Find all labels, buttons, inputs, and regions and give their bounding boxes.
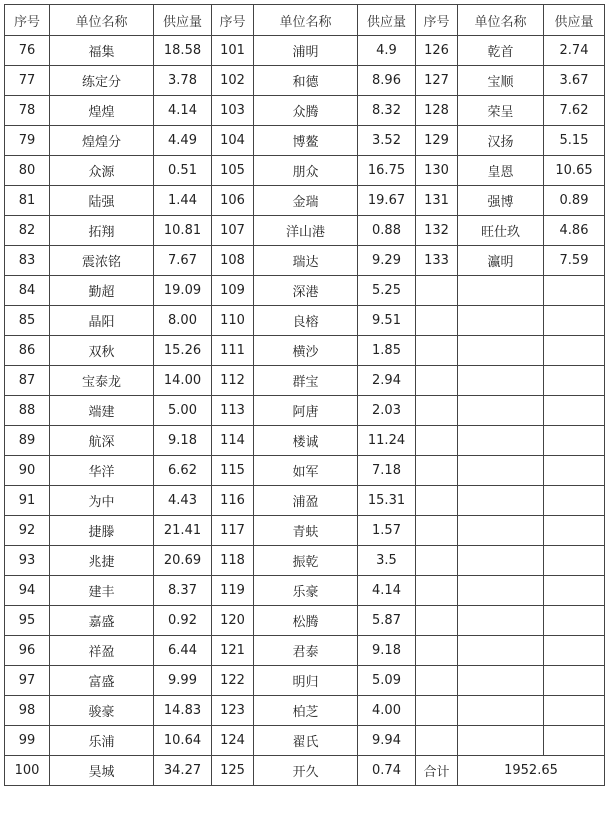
empty-cell [458,396,544,426]
header-supply: 供应量 [154,5,212,36]
empty-cell [458,486,544,516]
unit-name-cell: 翟氏 [254,726,358,756]
header-seq: 序号 [212,5,254,36]
seq-cell: 124 [212,726,254,756]
table-row [5,426,605,456]
unit-name-cell: 双秋 [50,336,154,366]
table-row [5,606,605,636]
empty-cell [544,336,605,366]
unit-name-cell: 松腾 [254,606,358,636]
table-row [5,306,605,336]
supply-cell: 3.5 [358,546,416,576]
empty-cell [458,306,544,336]
supply-cell: 7.18 [358,456,416,486]
unit-name-cell: 捷滕 [50,516,154,546]
seq-cell: 125 [212,756,254,786]
empty-cell [544,366,605,396]
supply-cell: 15.26 [154,336,212,366]
unit-name-cell: 明归 [254,666,358,696]
unit-name-cell: 昊城 [50,756,154,786]
empty-cell [544,726,605,756]
unit-name-cell: 震浓铭 [50,246,154,276]
seq-cell: 81 [5,186,50,216]
supply-cell: 0.74 [358,756,416,786]
header-unit-name: 单位名称 [458,5,544,36]
empty-cell [544,396,605,426]
supply-cell: 0.92 [154,606,212,636]
supply-cell: 9.29 [358,246,416,276]
unit-name-cell: 荣呈 [458,96,544,126]
unit-name-cell: 陆强 [50,186,154,216]
empty-cell [416,486,458,516]
seq-cell: 121 [212,636,254,666]
unit-name-cell: 煌煌 [50,96,154,126]
supply-cell: 9.18 [358,636,416,666]
empty-cell [416,366,458,396]
empty-cell [544,276,605,306]
supply-cell: 8.37 [154,576,212,606]
unit-name-cell: 旺仕玖 [458,216,544,246]
unit-name-cell: 航深 [50,426,154,456]
empty-cell [544,486,605,516]
seq-cell: 126 [416,36,458,66]
supply-cell: 4.14 [358,576,416,606]
empty-cell [544,666,605,696]
empty-cell [416,666,458,696]
unit-name-cell: 乐浦 [50,726,154,756]
table-row [5,126,605,156]
supply-cell: 1.57 [358,516,416,546]
supply-cell: 10.81 [154,216,212,246]
seq-cell: 112 [212,366,254,396]
seq-cell: 77 [5,66,50,96]
supply-cell: 19.09 [154,276,212,306]
unit-name-cell: 福集 [50,36,154,66]
unit-name-cell: 浦盈 [254,486,358,516]
unit-name-cell: 振乾 [254,546,358,576]
seq-cell: 79 [5,126,50,156]
seq-cell: 132 [416,216,458,246]
supply-cell: 5.25 [358,276,416,306]
empty-cell [458,516,544,546]
empty-cell [544,576,605,606]
empty-cell [416,426,458,456]
unit-name-cell: 煌煌分 [50,126,154,156]
supply-cell: 7.67 [154,246,212,276]
supply-cell: 18.58 [154,36,212,66]
seq-cell: 109 [212,276,254,306]
table-row [5,246,605,276]
seq-cell: 129 [416,126,458,156]
unit-name-cell: 宝顺 [458,66,544,96]
unit-name-cell: 汉扬 [458,126,544,156]
supply-cell: 21.41 [154,516,212,546]
empty-cell [544,546,605,576]
supply-cell: 4.9 [358,36,416,66]
seq-cell: 98 [5,696,50,726]
seq-cell: 128 [416,96,458,126]
empty-cell [458,636,544,666]
seq-cell: 99 [5,726,50,756]
table-row [5,36,605,66]
unit-name-cell: 骏豪 [50,696,154,726]
table-row [5,756,605,786]
seq-cell: 131 [416,186,458,216]
empty-cell [544,636,605,666]
unit-name-cell: 良榕 [254,306,358,336]
unit-name-cell: 宝泰龙 [50,366,154,396]
seq-cell: 118 [212,546,254,576]
supply-cell: 11.24 [358,426,416,456]
seq-cell: 123 [212,696,254,726]
seq-cell: 114 [212,426,254,456]
table-row [5,726,605,756]
seq-cell: 108 [212,246,254,276]
supply-cell: 9.51 [358,306,416,336]
table-row [5,336,605,366]
table-row [5,546,605,576]
seq-cell: 91 [5,486,50,516]
supply-cell: 4.86 [544,216,605,246]
empty-cell [544,426,605,456]
supply-cell: 34.27 [154,756,212,786]
empty-cell [458,276,544,306]
seq-cell: 113 [212,396,254,426]
empty-cell [416,636,458,666]
supply-cell: 4.14 [154,96,212,126]
empty-cell [544,456,605,486]
supply-cell: 2.03 [358,396,416,426]
unit-name-cell: 富盛 [50,666,154,696]
supply-table [4,4,605,786]
seq-cell: 80 [5,156,50,186]
empty-cell [416,396,458,426]
supply-cell: 15.31 [358,486,416,516]
supply-cell: 6.62 [154,456,212,486]
seq-cell: 127 [416,66,458,96]
seq-cell: 130 [416,156,458,186]
seq-cell: 83 [5,246,50,276]
seq-cell: 96 [5,636,50,666]
seq-cell: 117 [212,516,254,546]
unit-name-cell: 祥盈 [50,636,154,666]
supply-cell: 19.67 [358,186,416,216]
table-row [5,396,605,426]
seq-cell: 133 [416,246,458,276]
supply-cell: 16.75 [358,156,416,186]
unit-name-cell: 乾首 [458,36,544,66]
seq-cell: 89 [5,426,50,456]
seq-cell: 101 [212,36,254,66]
seq-cell: 85 [5,306,50,336]
seq-cell: 103 [212,96,254,126]
unit-name-cell: 勤超 [50,276,154,306]
unit-name-cell: 众腾 [254,96,358,126]
seq-cell: 90 [5,456,50,486]
empty-cell [458,606,544,636]
supply-cell: 8.96 [358,66,416,96]
unit-name-cell: 为中 [50,486,154,516]
supply-cell: 10.64 [154,726,212,756]
supply-cell: 14.83 [154,696,212,726]
seq-cell: 76 [5,36,50,66]
supply-cell: 10.65 [544,156,605,186]
header-seq: 序号 [416,5,458,36]
seq-cell: 115 [212,456,254,486]
unit-name-cell: 金瑞 [254,186,358,216]
unit-name-cell: 深港 [254,276,358,306]
empty-cell [458,666,544,696]
seq-cell: 94 [5,576,50,606]
unit-name-cell: 建丰 [50,576,154,606]
unit-name-cell: 瀛明 [458,246,544,276]
table-row [5,486,605,516]
table-row [5,66,605,96]
total-label: 合计 [416,756,458,786]
unit-name-cell: 青蚨 [254,516,358,546]
supply-cell: 8.00 [154,306,212,336]
empty-cell [458,456,544,486]
empty-cell [416,456,458,486]
supply-cell: 2.94 [358,366,416,396]
unit-name-cell: 皇恩 [458,156,544,186]
header-supply: 供应量 [544,5,605,36]
header-seq: 序号 [5,5,50,36]
unit-name-cell: 华洋 [50,456,154,486]
supply-cell: 5.87 [358,606,416,636]
seq-cell: 100 [5,756,50,786]
unit-name-cell: 博鳌 [254,126,358,156]
seq-cell: 92 [5,516,50,546]
empty-cell [416,606,458,636]
empty-cell [458,366,544,396]
seq-cell: 97 [5,666,50,696]
supply-cell: 7.62 [544,96,605,126]
table-row [5,576,605,606]
unit-name-cell: 横沙 [254,336,358,366]
unit-name-cell: 嘉盛 [50,606,154,636]
seq-cell: 104 [212,126,254,156]
unit-name-cell: 端建 [50,396,154,426]
table-row [5,666,605,696]
supply-cell: 0.51 [154,156,212,186]
table-row [5,696,605,726]
supply-cell: 9.18 [154,426,212,456]
seq-cell: 116 [212,486,254,516]
seq-cell: 102 [212,66,254,96]
supply-cell: 3.78 [154,66,212,96]
supply-cell: 4.43 [154,486,212,516]
table-body [5,36,605,786]
empty-cell [458,546,544,576]
seq-cell: 106 [212,186,254,216]
table-row [5,156,605,186]
unit-name-cell: 柏芝 [254,696,358,726]
supply-cell: 7.59 [544,246,605,276]
unit-name-cell: 开久 [254,756,358,786]
header-unit-name: 单位名称 [254,5,358,36]
seq-cell: 95 [5,606,50,636]
empty-cell [458,336,544,366]
unit-name-cell: 乐豪 [254,576,358,606]
supply-cell: 3.52 [358,126,416,156]
table-row [5,516,605,546]
seq-cell: 110 [212,306,254,336]
table-row [5,186,605,216]
table-row [5,216,605,246]
supply-cell: 9.94 [358,726,416,756]
unit-name-cell: 晶阳 [50,306,154,336]
unit-name-cell: 拓翔 [50,216,154,246]
empty-cell [458,726,544,756]
seq-cell: 122 [212,666,254,696]
header-supply: 供应量 [358,5,416,36]
empty-cell [416,576,458,606]
unit-name-cell: 强博 [458,186,544,216]
empty-cell [416,336,458,366]
supply-cell: 1.44 [154,186,212,216]
supply-cell: 5.00 [154,396,212,426]
supply-cell: 3.67 [544,66,605,96]
unit-name-cell: 朋众 [254,156,358,186]
empty-cell [416,276,458,306]
total-value: 1952.65 [458,756,605,786]
empty-cell [544,516,605,546]
header-unit-name: 单位名称 [50,5,154,36]
supply-cell: 14.00 [154,366,212,396]
table-row [5,276,605,306]
unit-name-cell: 阿唐 [254,396,358,426]
empty-cell [458,576,544,606]
seq-cell: 107 [212,216,254,246]
supply-cell: 8.32 [358,96,416,126]
unit-name-cell: 众源 [50,156,154,186]
empty-cell [544,306,605,336]
unit-name-cell: 群宝 [254,366,358,396]
seq-cell: 105 [212,156,254,186]
table-row [5,636,605,666]
table-row [5,96,605,126]
empty-cell [416,726,458,756]
supply-cell: 1.85 [358,336,416,366]
empty-cell [458,696,544,726]
seq-cell: 82 [5,216,50,246]
table-row [5,456,605,486]
supply-cell: 5.09 [358,666,416,696]
seq-cell: 84 [5,276,50,306]
seq-cell: 78 [5,96,50,126]
supply-cell: 5.15 [544,126,605,156]
unit-name-cell: 洋山港 [254,216,358,246]
table-row [5,366,605,396]
seq-cell: 119 [212,576,254,606]
supply-cell: 2.74 [544,36,605,66]
unit-name-cell: 浦明 [254,36,358,66]
supply-cell: 0.89 [544,186,605,216]
seq-cell: 87 [5,366,50,396]
empty-cell [416,516,458,546]
empty-cell [544,696,605,726]
unit-name-cell: 如军 [254,456,358,486]
seq-cell: 86 [5,336,50,366]
supply-cell: 4.49 [154,126,212,156]
unit-name-cell: 兆捷 [50,546,154,576]
empty-cell [416,696,458,726]
supply-cell: 9.99 [154,666,212,696]
unit-name-cell: 和德 [254,66,358,96]
unit-name-cell: 练定分 [50,66,154,96]
empty-cell [458,426,544,456]
header-row [5,5,605,36]
unit-name-cell: 瑞达 [254,246,358,276]
unit-name-cell: 楼诚 [254,426,358,456]
empty-cell [416,546,458,576]
seq-cell: 111 [212,336,254,366]
empty-cell [416,306,458,336]
supply-cell: 20.69 [154,546,212,576]
seq-cell: 120 [212,606,254,636]
supply-cell: 4.00 [358,696,416,726]
empty-cell [544,606,605,636]
seq-cell: 88 [5,396,50,426]
supply-cell: 6.44 [154,636,212,666]
supply-cell: 0.88 [358,216,416,246]
seq-cell: 93 [5,546,50,576]
unit-name-cell: 君泰 [254,636,358,666]
